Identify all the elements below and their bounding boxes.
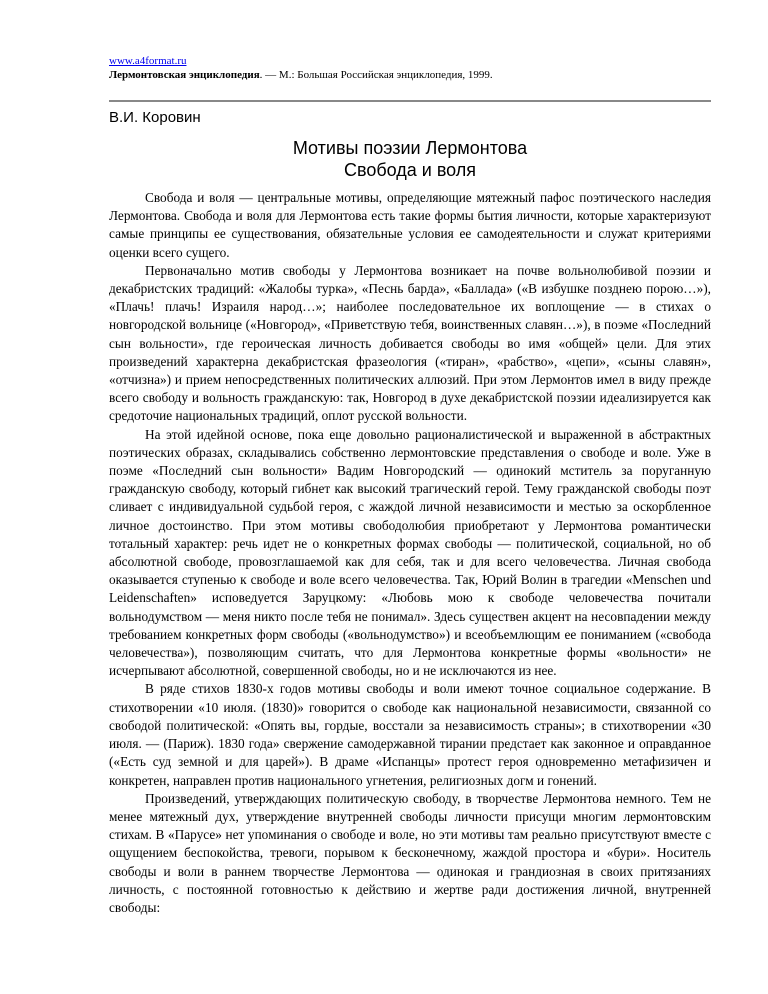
article-subtitle: Свобода и воля [343,160,477,180]
source-title: Лермонтовская энциклопедия [109,69,260,81]
paragraph: На этой идейной основе, пока еще довольно рационалистической и выраженной в абстрактных поэтических образах, складывались собственно лермонтовские представления о свободе и воле. Уже в поэме «Последний сын вольности» Вадим Новгородский — одинокий мститель за поруганную гражданскую свободу, который гибнет как высокий трагический герой. Тему гражданской свободы поэт сливает с индивидуальной судьбой героя, с жаждой личной независимости и местью за оскорбленное личное достоинство. При этом мотивы свободолюбия приобретают у Лермонтова романтически тотальный характер: речь идет не о конкретных формах свободы — политической, социальной, но об абсолютной свободе, провозглашаемой как для себя, так и для всего человечества. Личная свобода оказывается ступенью к свободе и воле всего человечества. Так, Юрий Волин в трагедии «Menschen und Leidenschaften» исповедуется Заруцкому: «Любовь мою к свободе человечества почитали вольнодумством — меня никто после тебя не понимал». Здесь существен акцент на несовпадении между требованием конкретных форм свободы («вольнодумство») и всеобъемлющим ее пониманием («свобода человечества»), позволяющим считать, что для Лермонтова конкретные формы «вольности» не исчерпывают абсолютной, совершенной свободы, но и не исключаются из нее. [109,426,711,679]
author-name: В.И. Коровин [109,109,201,126]
title-block [109,137,711,181]
source-citation [109,68,709,82]
header-divider [109,100,711,102]
source-details: . — М.: Большая Российская энциклопедия, 1999. [259,69,493,81]
page-header [109,54,709,82]
paragraph: Первоначально мотив свободы у Лермонтова возникает на почве вольнолюбивой поэзии и декабристских традиций: «Жалобы турка», «Песнь барда», «Баллада» («В избушке позднею порою…»), «Плачь! плачь! Израиля народ…»; наиболее последовательное их воплощение — в стихах о новгородской вольнице («Новгород», «Приветствую тебя, воинственных славян…»), в поэме «Последний сын вольности», где героическая личность добивается свободы во имя «общей» цели. Для этих произведений характерна декабристская фразеология («тиран», «рабство», «цепи», «сыны славян», «отчизна») и прием непосредственных политических аллюзий. При этом Лермонтов имел в виду прежде всего свободу и вольность гражданскую: так, Новгород в духе декабристской поэзии идеализируется как средоточие национальных традиций, оплот русской вольности. [109,262,711,424]
article-title: Мотивы поэзии Лермонтова [292,138,528,158]
paragraph: В ряде стихов 1830-х годов мотивы свободы и воли имеют точное социальное содержание. В стихотворении «10 июля. (1830)» говорится о свободе как национальной независимости, связанной со свободой политической: «Опять вы, гордые, восстали за независимость страны»; в стихотворении «30 июля. — (Париж). 1830 года» свержение самодержавной тирании предстает как законное и оправданное («Есть суд земной и для царей»). В драме «Испанцы» протест героя одновременно метафизичен и конкретен, направлен против национального угнетения, религиозных догм и гонений. [109,681,711,788]
paragraph: Свобода и воля — центральные мотивы, определяющие мятежный пафос поэтического наследия Лермонтова. Свобода и воля для Лермонтова есть такие формы бытия личности, которые характеризуют самые принципы ее существования, обязательные условия ее самодеятельности и служат критериями оценки всего сущего. [109,190,711,260]
site-link[interactable]: www.a4format.ru [109,55,187,67]
paragraph: Произведений, утверждающих политическую свободу, в творчестве Лермонтова немного. Тем не менее мятежный дух, утверждение внутренней свободы личности присущи многим лермонтовским стихам. В «Парусе» нет упоминания о свободе и воле, но эти мотивы там реально присутствуют вместе с ощущением беспокойства, тревоги, порывом к бесконечному, жаждой простора и «бури». Носитель свободы и воли в раннем творчестве Лермонтова — одинокая и грандиозная в своих притязаниях личность, с постоянной готовностью к действию и жертве ради достижения личной, внутренней свободы: [109,790,711,915]
article-body [109,189,711,917]
